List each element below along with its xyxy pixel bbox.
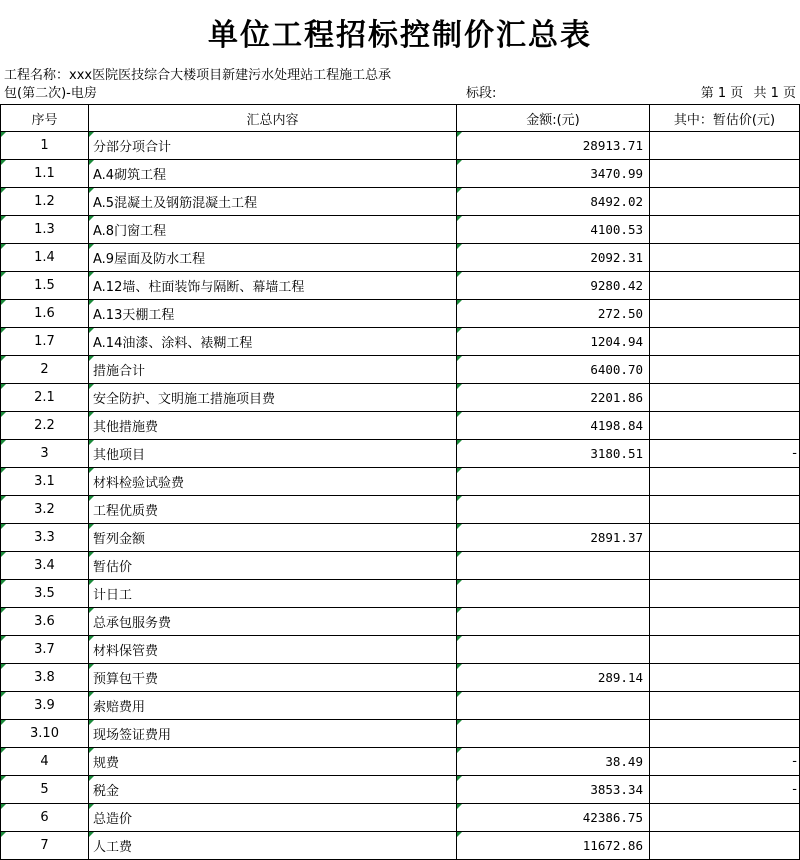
row-no: 1.5 xyxy=(1,272,89,300)
row-content: 总造价 xyxy=(89,804,457,832)
table-row xyxy=(1,580,800,608)
header-amount: 金额:(元) xyxy=(457,105,650,132)
row-no: 4 xyxy=(1,748,89,776)
row-amount: 2201.86 xyxy=(457,384,650,412)
row-amount xyxy=(457,468,650,496)
table-row xyxy=(1,776,800,804)
row-amount: 9280.42 xyxy=(457,272,650,300)
row-amount xyxy=(457,580,650,608)
row-no: 1.6 xyxy=(1,300,89,328)
row-estimate xyxy=(650,720,800,748)
row-content: 规费 xyxy=(89,748,457,776)
row-no: 3.4 xyxy=(1,552,89,580)
header-row xyxy=(1,105,800,132)
table-row xyxy=(1,832,800,860)
summary-table xyxy=(0,104,800,860)
row-estimate xyxy=(650,188,800,216)
row-no: 1.7 xyxy=(1,328,89,356)
row-estimate xyxy=(650,664,800,692)
row-amount: 8492.02 xyxy=(457,188,650,216)
project-name-line1: 工程名称：xxx医院医技综合大楼项目新建污水处理站工程施工总承 xyxy=(4,68,392,83)
row-estimate: - xyxy=(650,776,800,804)
table-row xyxy=(1,188,800,216)
row-estimate xyxy=(650,608,800,636)
table-row xyxy=(1,468,800,496)
row-no: 2.1 xyxy=(1,384,89,412)
row-amount xyxy=(457,552,650,580)
header-estimate: 其中：暂估价(元) xyxy=(650,105,800,132)
table-row xyxy=(1,384,800,412)
row-no: 3.6 xyxy=(1,608,89,636)
row-no: 6 xyxy=(1,804,89,832)
row-estimate xyxy=(650,552,800,580)
row-estimate xyxy=(650,412,800,440)
row-estimate xyxy=(650,328,800,356)
row-no: 1.4 xyxy=(1,244,89,272)
row-no: 1.1 xyxy=(1,160,89,188)
row-content: 工程优质费 xyxy=(89,496,457,524)
row-no: 1 xyxy=(1,132,89,160)
row-content: A.14油漆、涂料、裱糊工程 xyxy=(89,328,457,356)
row-amount: 11672.86 xyxy=(457,832,650,860)
table-row xyxy=(1,636,800,664)
row-content: A.4砌筑工程 xyxy=(89,160,457,188)
page-current: 第 1 页 xyxy=(700,86,744,101)
table-row xyxy=(1,300,800,328)
row-amount: 3470.99 xyxy=(457,160,650,188)
row-estimate xyxy=(650,468,800,496)
table-row xyxy=(1,692,800,720)
row-estimate xyxy=(650,384,800,412)
row-amount: 42386.75 xyxy=(457,804,650,832)
row-amount: 1204.94 xyxy=(457,328,650,356)
row-content: 暂列金额 xyxy=(89,524,457,552)
row-no: 2.2 xyxy=(1,412,89,440)
table-row xyxy=(1,524,800,552)
row-estimate xyxy=(650,356,800,384)
row-estimate: - xyxy=(650,440,800,468)
row-content: 其他措施费 xyxy=(89,412,457,440)
row-amount: 4198.84 xyxy=(457,412,650,440)
table-row xyxy=(1,608,800,636)
row-content: A.9屋面及防水工程 xyxy=(89,244,457,272)
row-content: 索赔费用 xyxy=(89,692,457,720)
row-estimate xyxy=(650,580,800,608)
row-amount: 2891.37 xyxy=(457,524,650,552)
row-no: 7 xyxy=(1,832,89,860)
row-content: A.8门窗工程 xyxy=(89,216,457,244)
row-content: 暂估价 xyxy=(89,552,457,580)
row-content: 措施合计 xyxy=(89,356,457,384)
row-estimate xyxy=(650,832,800,860)
row-amount: 3853.34 xyxy=(457,776,650,804)
header-no: 序号 xyxy=(1,105,89,132)
row-content: 材料保管费 xyxy=(89,636,457,664)
page-title: 单位工程招标控制价汇总表 xyxy=(208,18,592,53)
row-content: 税金 xyxy=(89,776,457,804)
row-no: 3.3 xyxy=(1,524,89,552)
table-row xyxy=(1,244,800,272)
row-no: 2 xyxy=(1,356,89,384)
row-amount xyxy=(457,496,650,524)
table-row xyxy=(1,748,800,776)
row-no: 3.9 xyxy=(1,692,89,720)
row-amount: 2092.31 xyxy=(457,244,650,272)
row-estimate xyxy=(650,524,800,552)
row-estimate xyxy=(650,636,800,664)
row-no: 3.2 xyxy=(1,496,89,524)
row-estimate: - xyxy=(650,748,800,776)
table-row xyxy=(1,132,800,160)
row-amount: 28913.71 xyxy=(457,132,650,160)
table-row xyxy=(1,496,800,524)
row-amount xyxy=(457,608,650,636)
row-no: 1.2 xyxy=(1,188,89,216)
row-estimate xyxy=(650,300,800,328)
table-row xyxy=(1,356,800,384)
row-content: 预算包干费 xyxy=(89,664,457,692)
row-amount: 4100.53 xyxy=(457,216,650,244)
row-content: 其他项目 xyxy=(89,440,457,468)
row-content: 计日工 xyxy=(89,580,457,608)
table-row xyxy=(1,720,800,748)
row-amount: 6400.70 xyxy=(457,356,650,384)
table-row xyxy=(1,804,800,832)
row-amount xyxy=(457,636,650,664)
row-amount: 3180.51 xyxy=(457,440,650,468)
row-no: 1.3 xyxy=(1,216,89,244)
row-no: 3.5 xyxy=(1,580,89,608)
header-content: 汇总内容 xyxy=(89,105,457,132)
row-content: A.12墙、柱面装饰与隔断、幕墙工程 xyxy=(89,272,457,300)
row-content: 总承包服务费 xyxy=(89,608,457,636)
row-content: 现场签证费用 xyxy=(89,720,457,748)
row-content: 人工费 xyxy=(89,832,457,860)
table-row xyxy=(1,552,800,580)
table-row xyxy=(1,440,800,468)
row-amount xyxy=(457,692,650,720)
table-row xyxy=(1,216,800,244)
page-total: 共 1 页 xyxy=(753,86,796,101)
project-name-line2: 包(第二次)-电房 xyxy=(4,86,97,101)
row-content: 分部分项合计 xyxy=(89,132,457,160)
table-row xyxy=(1,160,800,188)
row-estimate xyxy=(650,496,800,524)
row-estimate xyxy=(650,244,800,272)
row-estimate xyxy=(650,272,800,300)
row-no: 3.10 xyxy=(1,720,89,748)
table-row xyxy=(1,328,800,356)
row-estimate xyxy=(650,132,800,160)
row-content: A.13天棚工程 xyxy=(89,300,457,328)
row-estimate xyxy=(650,692,800,720)
row-estimate xyxy=(650,804,800,832)
section-label: 标段: xyxy=(466,86,497,101)
row-content: A.5混凝土及钢筋混凝土工程 xyxy=(89,188,457,216)
row-amount: 289.14 xyxy=(457,664,650,692)
row-content: 安全防护、文明施工措施项目费 xyxy=(89,384,457,412)
table-row xyxy=(1,412,800,440)
table-row xyxy=(1,664,800,692)
page-indicator xyxy=(695,86,796,102)
row-no: 5 xyxy=(1,776,89,804)
row-no: 3 xyxy=(1,440,89,468)
row-no: 3.1 xyxy=(1,468,89,496)
table-row xyxy=(1,272,800,300)
row-estimate xyxy=(650,216,800,244)
row-amount: 38.49 xyxy=(457,748,650,776)
row-estimate xyxy=(650,160,800,188)
row-content: 材料检验试验费 xyxy=(89,468,457,496)
row-no: 3.8 xyxy=(1,664,89,692)
row-amount: 272.50 xyxy=(457,300,650,328)
row-no: 3.7 xyxy=(1,636,89,664)
row-amount xyxy=(457,720,650,748)
